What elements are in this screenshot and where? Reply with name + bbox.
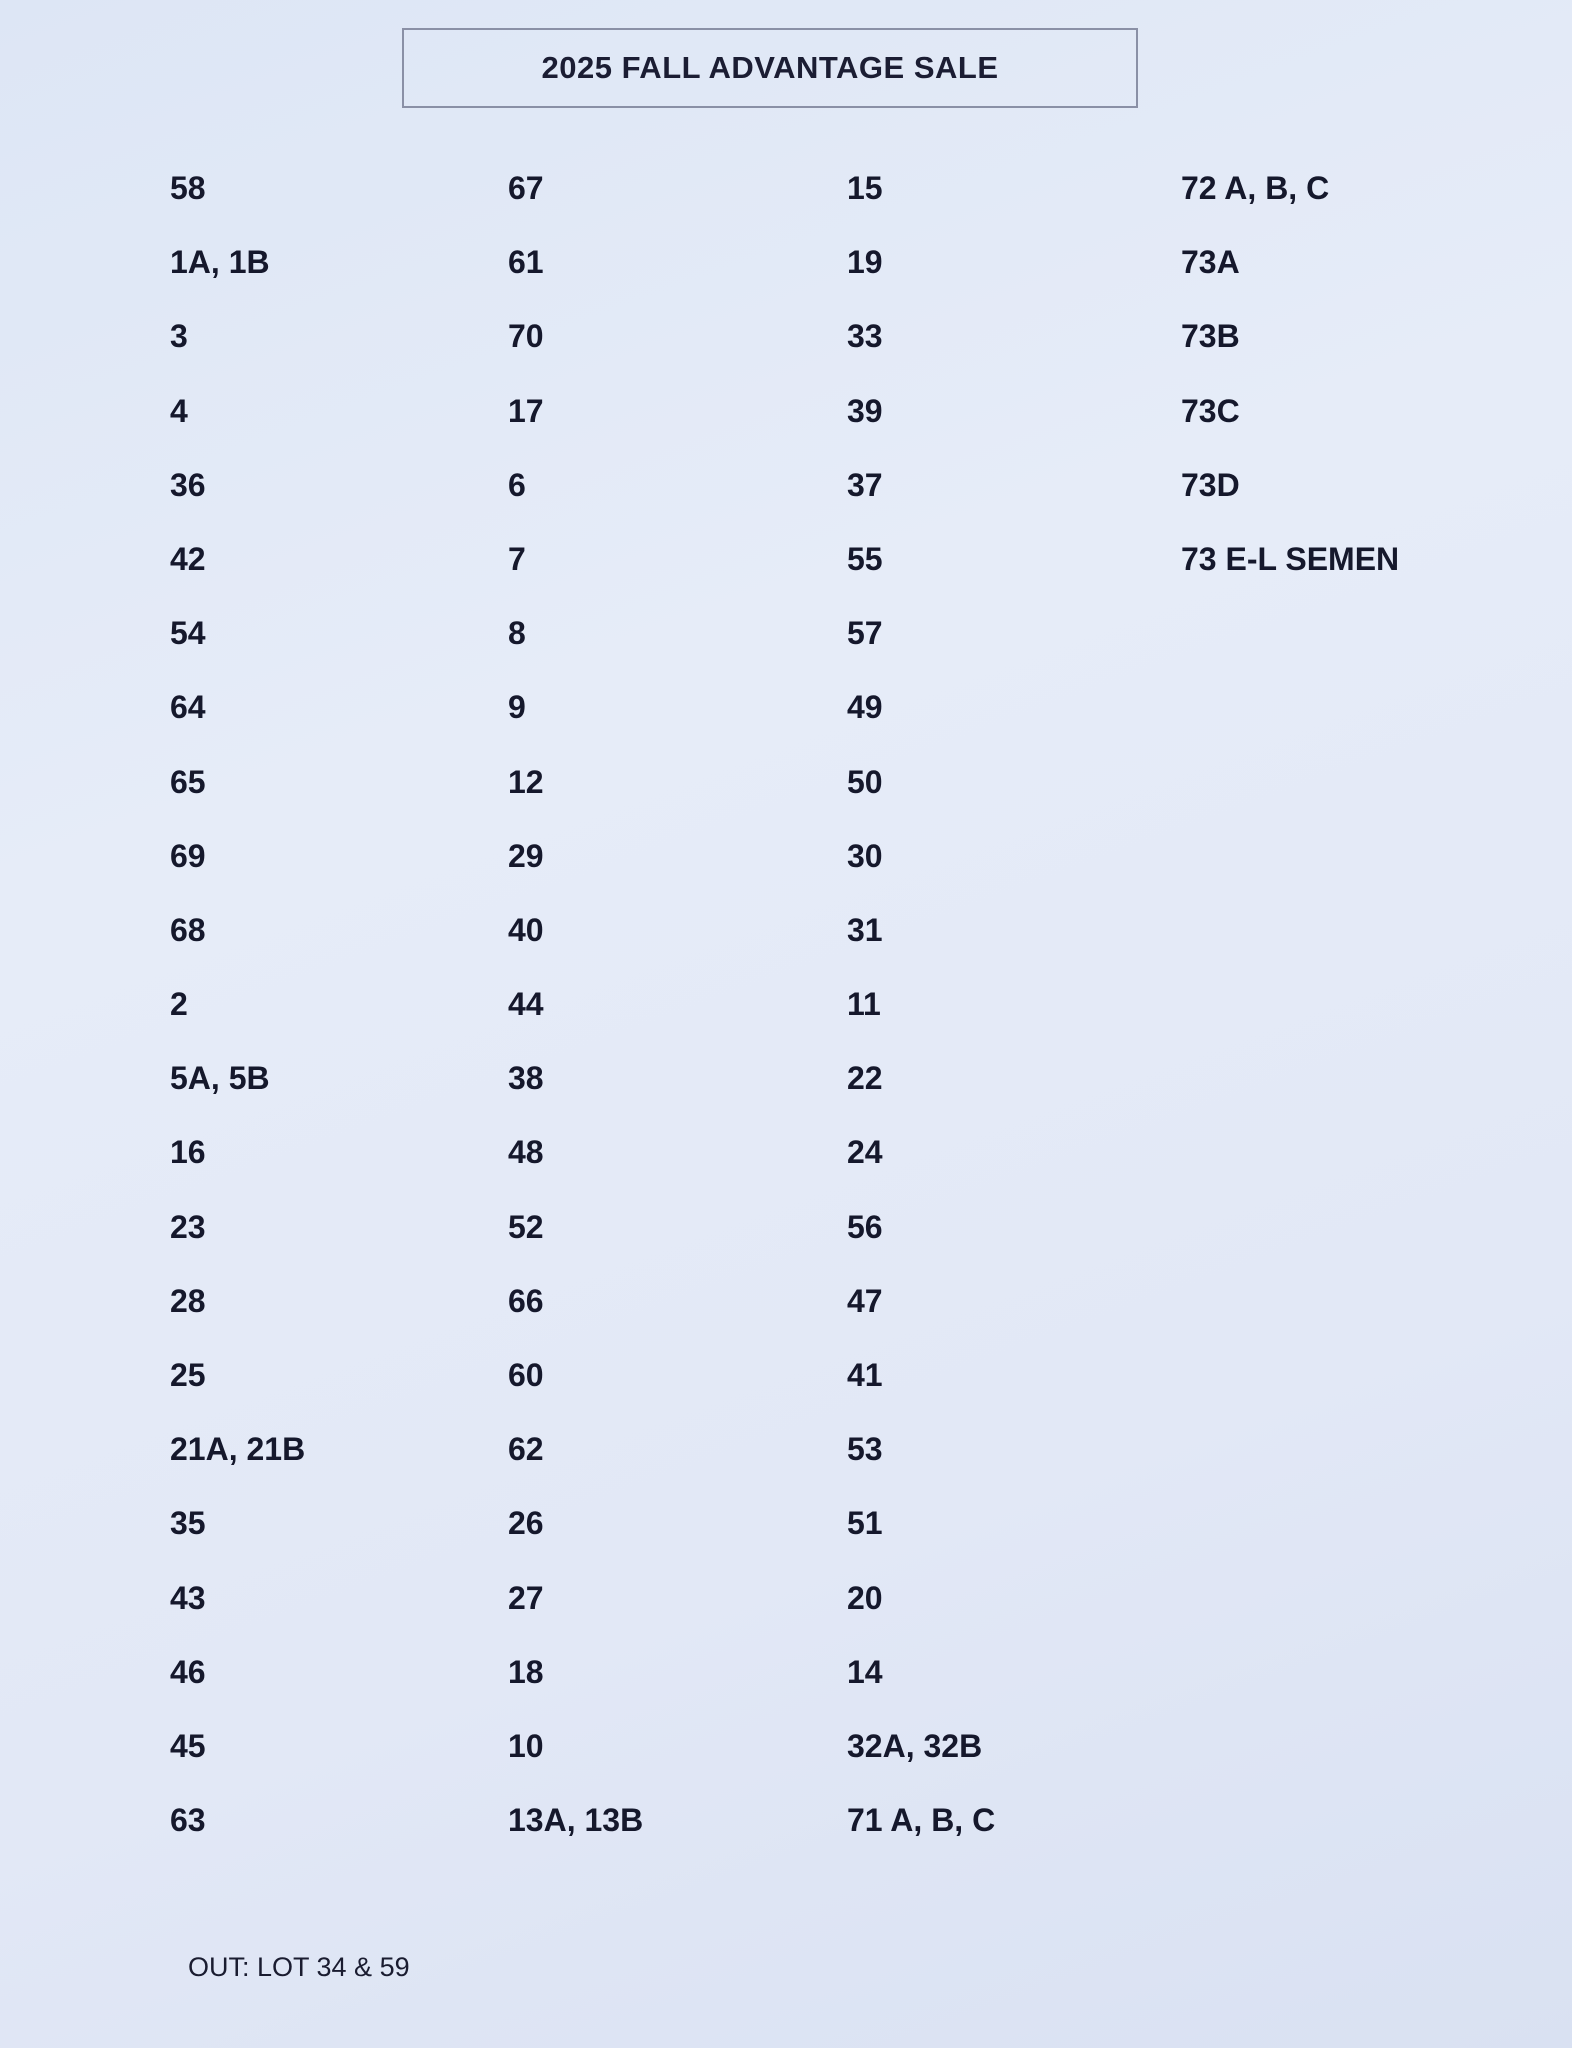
lot-number: 49 bbox=[847, 689, 883, 726]
lot-number: 55 bbox=[847, 540, 883, 577]
lot-number: 21A, 21B bbox=[170, 1431, 306, 1468]
lot-number: 18 bbox=[508, 1653, 544, 1690]
lot-number: 28 bbox=[170, 1282, 206, 1319]
lot-number: 29 bbox=[508, 837, 544, 874]
lot-column-3 bbox=[847, 163, 995, 1869]
lot-number: 19 bbox=[847, 244, 883, 281]
lot-number: 48 bbox=[508, 1134, 544, 1171]
lot-number: 52 bbox=[508, 1208, 544, 1245]
lot-number: 63 bbox=[170, 1802, 206, 1839]
lot-number: 24 bbox=[847, 1134, 883, 1171]
lot-number: 41 bbox=[847, 1357, 883, 1393]
lot-number: 73A bbox=[1181, 244, 1240, 281]
lot-number: 11 bbox=[847, 986, 881, 1023]
lot-number: 44 bbox=[508, 986, 544, 1023]
lot-column-4 bbox=[1181, 163, 1399, 608]
lot-number: 64 bbox=[170, 689, 206, 726]
lot-column-1 bbox=[170, 163, 305, 1869]
lot-number: 66 bbox=[508, 1282, 544, 1319]
lot-number: 65 bbox=[170, 763, 206, 800]
lot-number: 25 bbox=[170, 1357, 206, 1393]
lot-number: 53 bbox=[847, 1431, 883, 1468]
lot-number: 32A, 32B bbox=[847, 1727, 983, 1764]
lot-number: 9 bbox=[508, 689, 526, 726]
lot-number: 35 bbox=[170, 1505, 206, 1542]
lot-number: 8 bbox=[508, 615, 526, 652]
lot-number: 60 bbox=[508, 1357, 544, 1393]
lot-number: 20 bbox=[847, 1579, 883, 1616]
lot-number: 58 bbox=[170, 170, 206, 206]
lot-number: 40 bbox=[508, 911, 544, 948]
lot-number: 46 bbox=[170, 1653, 206, 1690]
lot-number: 12 bbox=[508, 763, 544, 800]
lot-number: 33 bbox=[847, 318, 883, 355]
lot-number: 50 bbox=[847, 763, 883, 800]
lot-number: 47 bbox=[847, 1282, 883, 1319]
lot-number: 14 bbox=[847, 1653, 883, 1690]
lot-number: 22 bbox=[847, 1060, 883, 1097]
lot-number: 43 bbox=[170, 1579, 206, 1616]
lot-number: 73D bbox=[1181, 466, 1240, 503]
lot-number: 36 bbox=[170, 466, 206, 503]
lot-number: 61 bbox=[508, 244, 544, 281]
lot-number: 42 bbox=[170, 540, 206, 577]
lot-number: 56 bbox=[847, 1208, 883, 1245]
lot-number: 4 bbox=[170, 392, 188, 429]
lot-number: 45 bbox=[170, 1727, 206, 1764]
lot-number: 51 bbox=[847, 1505, 883, 1542]
lot-number: 10 bbox=[508, 1727, 544, 1764]
lot-number: 17 bbox=[508, 392, 544, 429]
lot-number: 27 bbox=[508, 1579, 544, 1616]
footer-note: OUT: LOT 34 & 59 bbox=[188, 1952, 410, 1982]
lot-number: 73 E-L SEMEN bbox=[1181, 540, 1400, 577]
lot-number: 30 bbox=[847, 837, 883, 874]
lot-number: 57 bbox=[847, 615, 883, 652]
lot-number: 7 bbox=[508, 540, 526, 577]
title-box bbox=[402, 28, 1138, 108]
document-title: 2025 FALL ADVANTAGE SALE bbox=[541, 50, 999, 85]
lot-number: 73C bbox=[1181, 392, 1240, 429]
lot-number: 1A, 1B bbox=[170, 244, 270, 281]
lot-number: 38 bbox=[508, 1060, 544, 1097]
lot-number: 68 bbox=[170, 911, 206, 948]
lot-number: 13A, 13B bbox=[508, 1802, 644, 1839]
lot-number: 37 bbox=[847, 466, 883, 503]
lot-number: 39 bbox=[847, 392, 883, 429]
lot-column-2 bbox=[508, 163, 643, 1869]
lot-number: 26 bbox=[508, 1505, 544, 1542]
lot-number: 16 bbox=[170, 1134, 206, 1171]
lot-number: 67 bbox=[508, 170, 544, 206]
lot-number: 62 bbox=[508, 1431, 544, 1468]
lot-number: 70 bbox=[508, 318, 544, 355]
lot-number: 23 bbox=[170, 1208, 206, 1245]
lot-number: 69 bbox=[170, 837, 206, 874]
lot-number: 31 bbox=[847, 911, 883, 948]
lot-number: 6 bbox=[508, 466, 526, 503]
lot-number: 72 A, B, C bbox=[1181, 170, 1330, 206]
lot-number: 2 bbox=[170, 986, 188, 1023]
lot-number: 73B bbox=[1181, 318, 1240, 355]
lot-number: 15 bbox=[847, 170, 883, 206]
lot-number: 5A, 5B bbox=[170, 1060, 270, 1097]
lot-number: 71 A, B, C bbox=[847, 1802, 996, 1839]
lot-number: 54 bbox=[170, 615, 206, 652]
lot-number: 3 bbox=[170, 318, 188, 355]
